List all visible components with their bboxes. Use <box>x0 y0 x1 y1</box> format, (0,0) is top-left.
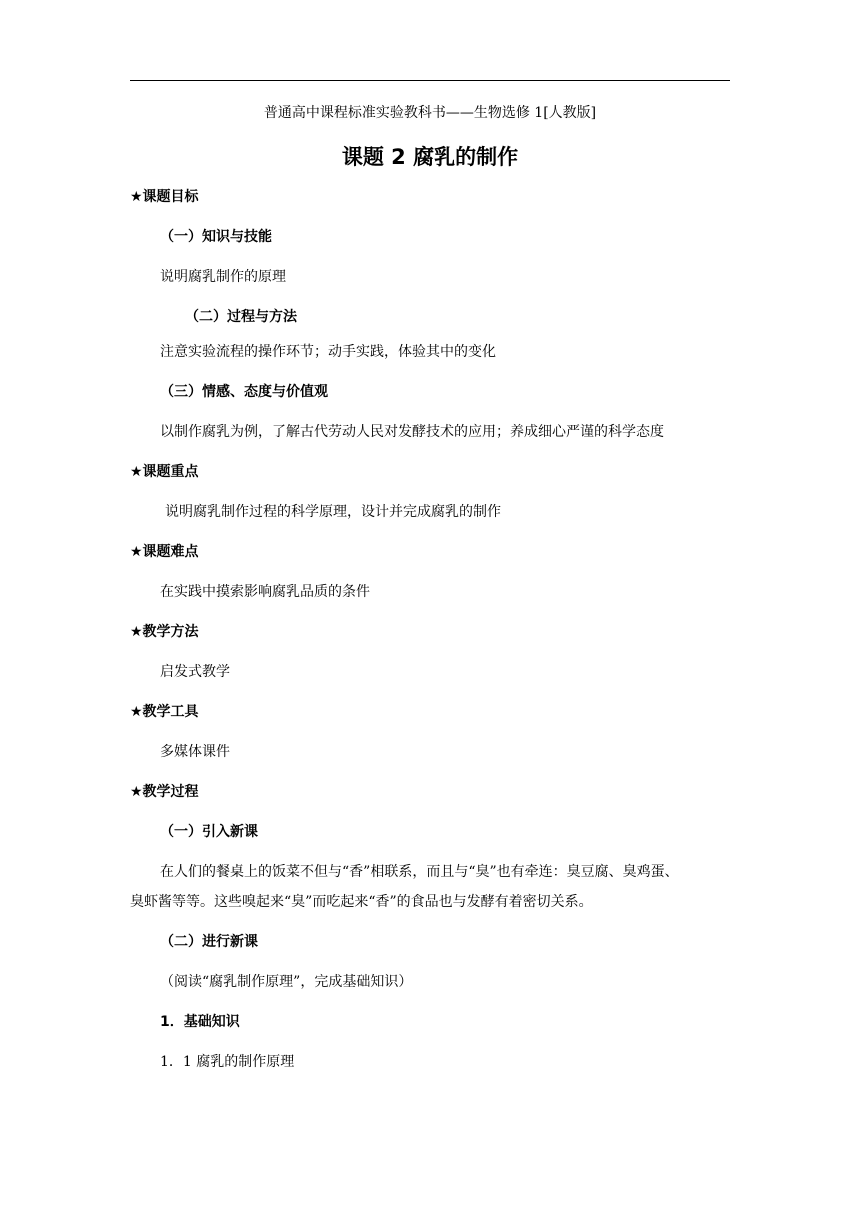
basics-subheading: 1．1 腐乳的制作原理 <box>160 1054 295 1070</box>
reading-note: （阅读“腐乳制作原理”，完成基础知识） <box>160 974 413 990</box>
goal2-text: 注意实验流程的操作环节；动手实践，体验其中的变化 <box>160 344 496 360</box>
process-heading: ★教学过程 <box>130 784 199 800</box>
header-rule <box>130 80 730 81</box>
goal2-heading: （二）过程与方法 <box>185 309 297 325</box>
goal3-text: 以制作腐乳为例，了解古代劳动人民对发酵技术的应用；养成细心严谨的科学态度 <box>160 424 664 440</box>
page-title: 课题 2 腐乳的制作 <box>341 145 519 169</box>
key-heading: ★课题重点 <box>130 464 199 480</box>
method-text: 启发式教学 <box>160 664 230 680</box>
intro-heading: （一）引入新课 <box>160 824 258 840</box>
difficulty-text: 在实践中摸索影响腐乳品质的条件 <box>160 584 370 600</box>
new-lesson-heading: （二）进行新课 <box>160 934 258 950</box>
basics-heading: 1．基础知识 <box>160 1014 240 1030</box>
goals-heading: ★课题目标 <box>130 189 199 205</box>
book-subtitle: 普通高中课程标准实验教科书——生物选修 1[人教版] <box>263 105 597 121</box>
method-heading: ★教学方法 <box>130 624 199 640</box>
tools-heading: ★教学工具 <box>130 704 199 720</box>
goal1-heading: （一）知识与技能 <box>160 229 272 245</box>
intro-text-line1: 在人们的餐桌上的饭菜不但与“香”相联系，而且与“臭”也有牵连：臭豆腐、臭鸡蛋、 <box>160 864 679 880</box>
intro-text-line2: 臭虾酱等等。这些嗅起来“臭”而吃起来“香”的食品也与发酵有着密切关系。 <box>130 894 593 910</box>
difficulty-heading: ★课题难点 <box>130 544 199 560</box>
key-text: 说明腐乳制作过程的科学原理，设计并完成腐乳的制作 <box>165 504 501 520</box>
goal3-heading: （三）情感、态度与价值观 <box>160 384 328 400</box>
goal1-text: 说明腐乳制作的原理 <box>160 269 286 285</box>
tools-text: 多媒体课件 <box>160 744 230 760</box>
